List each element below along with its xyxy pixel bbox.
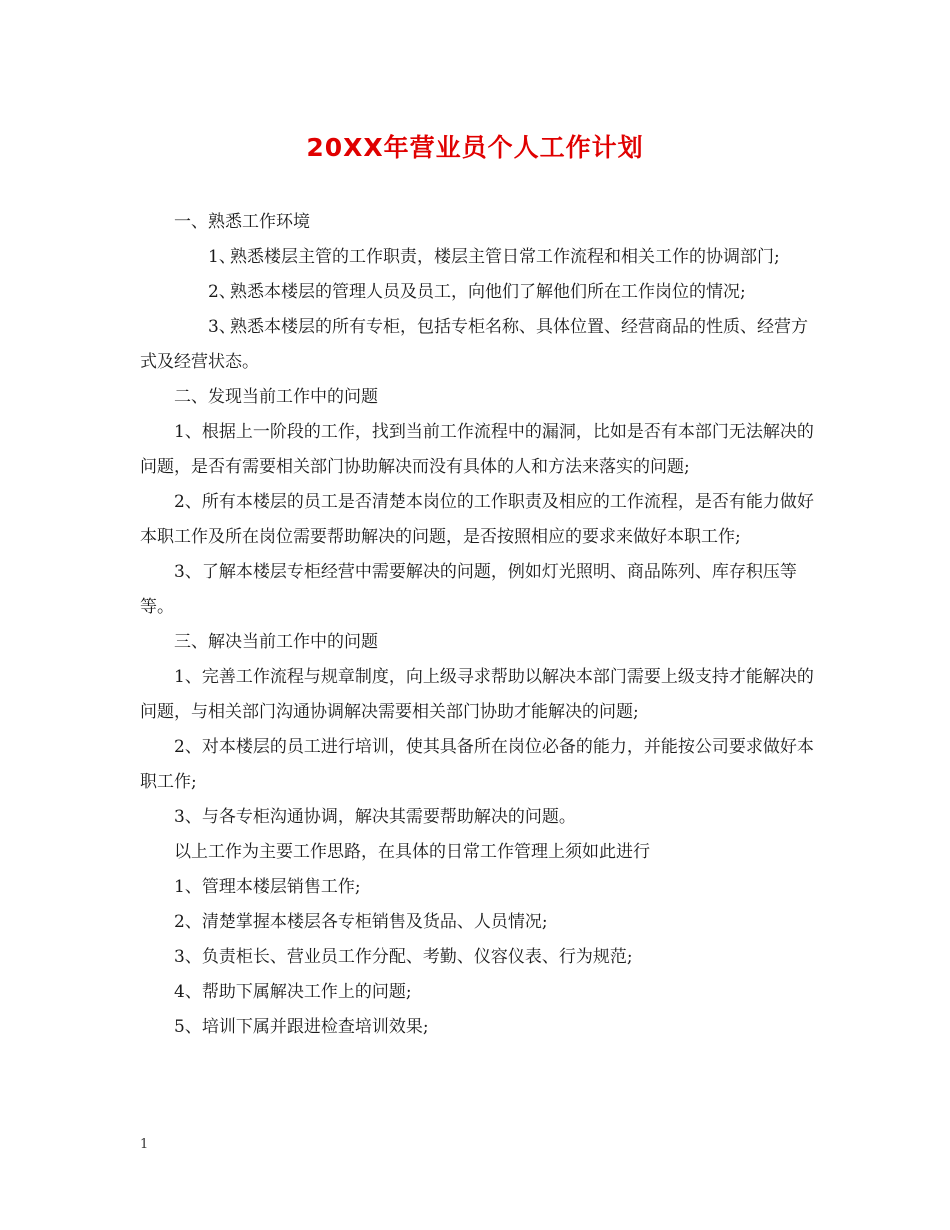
- paragraph: [140, 660, 820, 730]
- paragraph-text: 3、与各专柜沟通协调，解决其需要帮助解决的问题。: [174, 807, 576, 827]
- paragraph-text: 2、清楚掌握本楼层各专柜销售及货品、人员情况;: [174, 912, 548, 932]
- item-number: 1、: [208, 247, 236, 267]
- paragraph: [140, 555, 820, 625]
- paragraph: [140, 905, 820, 940]
- paragraph-text: 5、培训下属并跟进检查培训效果;: [174, 1017, 429, 1037]
- paragraph-text: 3、负责柜长、营业员工作分配、考勤、仪容仪表、行为规范;: [174, 947, 633, 967]
- paragraph-text: 二、发现当前工作中的问题: [174, 387, 378, 407]
- paragraph-text: 三、解决当前工作中的问题: [174, 632, 378, 652]
- paragraph-text: 熟悉楼层主管的工作职责，楼层主管日常工作流程和相关工作的协调部门;: [230, 247, 780, 267]
- paragraph-text: 1、根据上一阶段的工作，找到当前工作流程中的漏洞，比如是否有本部门无法解决的问题，是否有需要相关部门协助解决而没有具体的人和方法来落实的问题;: [140, 422, 814, 477]
- paragraph-text: 1、完善工作流程与规章制度，向上级寻求帮助以解决本部门需要上级支持才能解决的问题，与相关部门沟通协调解决需要相关部门协助才能解决的问题;: [140, 667, 814, 722]
- section-heading: [140, 380, 820, 415]
- list-item: [140, 240, 820, 275]
- page-number: 1: [140, 1137, 149, 1152]
- item-number: 2、: [208, 282, 236, 302]
- section-heading: [140, 205, 820, 240]
- paragraph: [140, 800, 820, 835]
- paragraph-text: 2、所有本楼层的员工是否清楚本岗位的工作职责及相应的工作流程，是否有能力做好本职工作及所在岗位需要帮助解决的问题，是否按照相应的要求来做好本职工作;: [140, 492, 814, 547]
- paragraph-text: 1、管理本楼层销售工作;: [174, 877, 361, 897]
- item-number: 3、: [208, 317, 236, 337]
- paragraph: [140, 1010, 820, 1045]
- paragraph: [140, 415, 820, 485]
- paragraph-text: 熟悉本楼层的所有专柜，包括专柜名称、具体位置、经营商品的性质、经营方式及经营状态。: [140, 317, 808, 372]
- paragraph: [140, 730, 820, 800]
- section-heading: [140, 625, 820, 660]
- list-item: [140, 310, 820, 380]
- document-body: [140, 205, 820, 1045]
- paragraph-text: 2、对本楼层的员工进行培训，使其具备所在岗位必备的能力，并能按公司要求做好本职工作;: [140, 737, 814, 792]
- paragraph: [140, 835, 820, 870]
- paragraph: [140, 870, 820, 905]
- paragraph: [140, 940, 820, 975]
- paragraph-text: 以上工作为主要工作思路，在具体的日常工作管理上须如此进行: [174, 842, 650, 862]
- paragraph-text: 一、熟悉工作环境: [174, 212, 310, 232]
- document-title: 20XX年营业员个人工作计划: [306, 133, 644, 162]
- paragraph: [140, 485, 820, 555]
- paragraph: [140, 975, 820, 1010]
- paragraph-text: 熟悉本楼层的管理人员及员工，向他们了解他们所在工作岗位的情况;: [230, 282, 746, 302]
- paragraph-text: 3、了解本楼层专柜经营中需要解决的问题，例如灯光照明、商品陈列、库存积压等等。: [140, 562, 797, 617]
- paragraph-text: 4、帮助下属解决工作上的问题;: [174, 982, 412, 1002]
- list-item: [140, 275, 820, 310]
